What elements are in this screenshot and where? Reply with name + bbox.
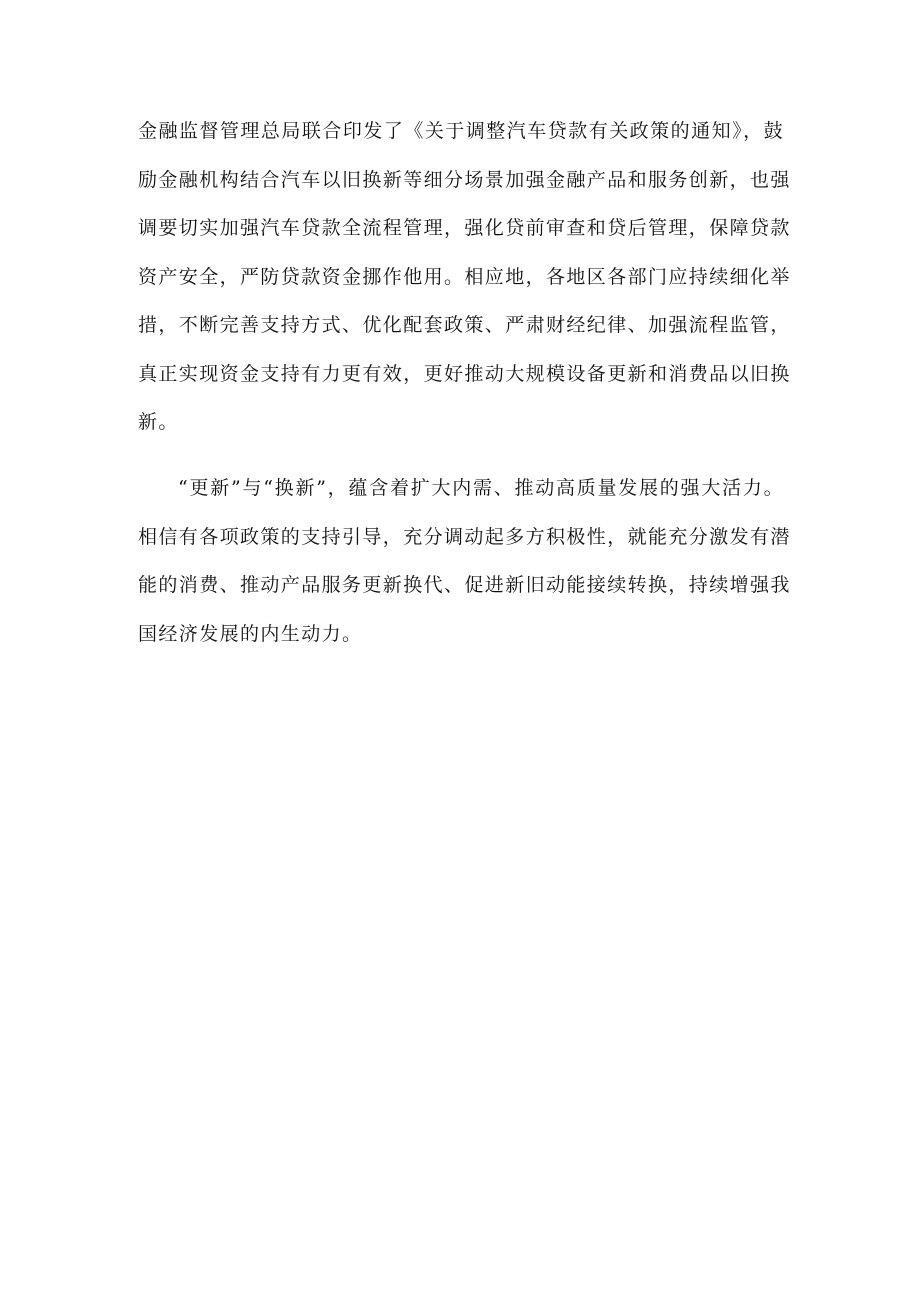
paragraph-line: 相信有各项政策的支持引导，充分调动起多方积极性，就能充分激发有潜	[138, 525, 791, 548]
paragraph-2	[138, 464, 791, 658]
paragraph-line: 新。	[138, 411, 179, 433]
paragraph-line: 真正实现资金支持有力更有效，更好推动大规模设备更新和消费品以旧换	[138, 362, 791, 385]
paragraph-line: 金融监督管理总局联合印发了《关于调整汽车贷款有关政策的通知》，鼓	[138, 120, 784, 142]
paragraph-line: 调要切实加强汽车贷款全流程管理，强化贷前审查和贷后管理，保障贷款	[138, 217, 791, 239]
paragraph-line: 国经济发展的内生动力。	[138, 622, 363, 645]
paragraph-1	[138, 107, 791, 447]
paragraph-line: 励金融机构结合汽车以旧换新等细分场景加强金融产品和服务创新，也强	[138, 168, 791, 191]
paragraph-line: 能的消费、推动产品服务更新换代、促进新旧动能接续转换，持续增强我	[138, 574, 791, 596]
paragraph-line: “更新”与“换新”，蕴含着扩大内需、推动高质量发展的强大活力。	[178, 477, 784, 499]
paragraph-line: 措，不断完善支持方式、优化配套政策、严肃财经纪律、加强流程监管，	[138, 314, 791, 336]
paragraph-line: 资产安全，严防贷款资金挪作他用。相应地，各地区各部门应持续细化举	[138, 265, 791, 288]
